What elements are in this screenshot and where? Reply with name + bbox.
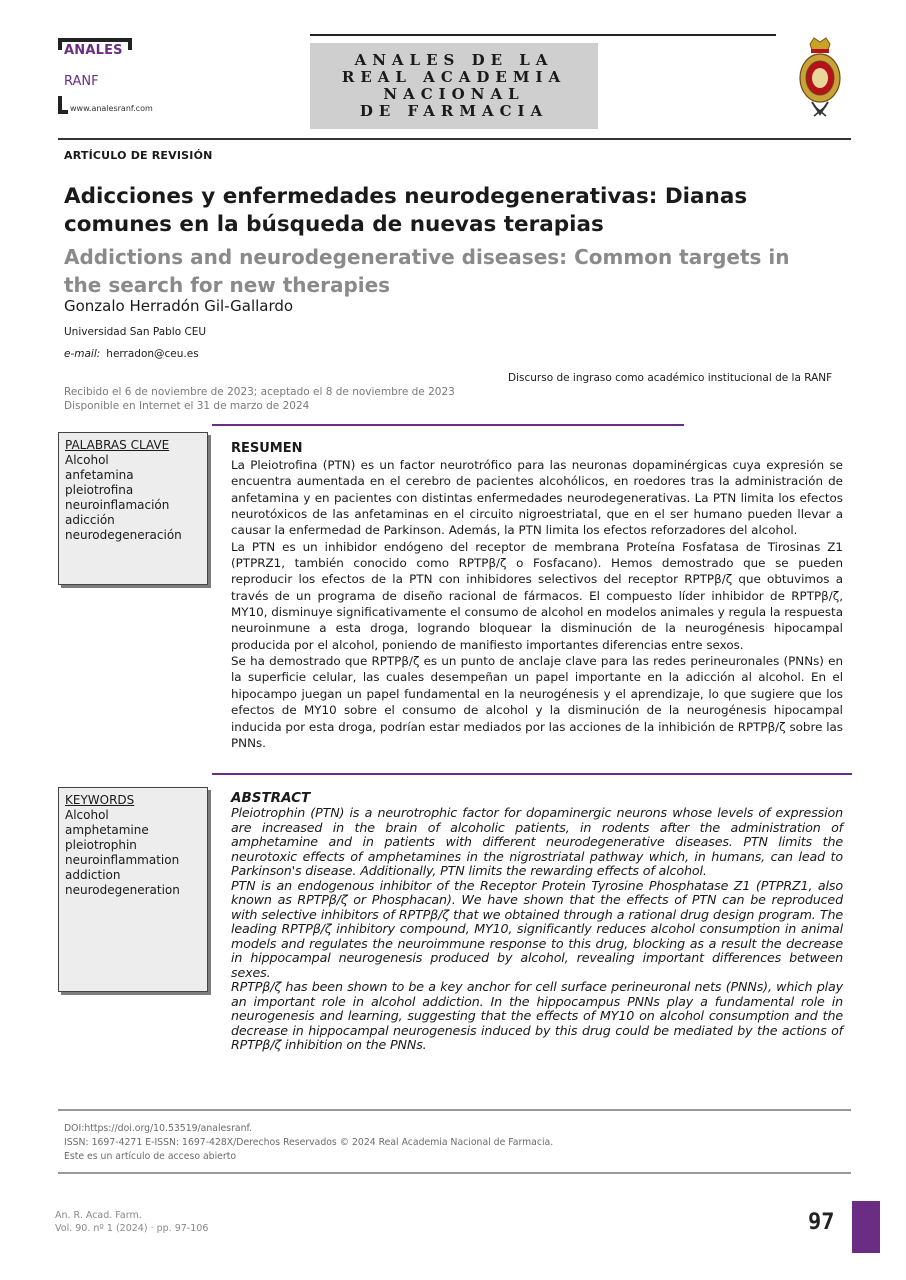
online-date: Disponible en Internet el 31 de marzo de 2024 — [64, 400, 310, 412]
footer-rule — [58, 1109, 851, 1111]
keywords-title: PALABRAS CLAVE — [65, 438, 170, 452]
page-number: 97 — [808, 1210, 835, 1235]
journal-masthead — [310, 43, 598, 129]
received-date: Recibido el 6 de noviembre de 2023; aceptado el 8 de noviembre de 2023 — [64, 386, 455, 398]
doi-link[interactable]: DOI:https://doi.org/10.53519/analesranf. — [64, 1123, 253, 1134]
keyword-item: adicción — [65, 513, 115, 527]
keyword-item: pleiotrofina — [65, 483, 134, 497]
resumen-heading: RESUMEN — [231, 441, 303, 456]
keyword-item: addiction — [65, 868, 121, 882]
footer-info — [64, 1122, 553, 1164]
header-rule-bottom — [58, 138, 851, 140]
journal-abbrev: An. R. Acad. Farm. — [55, 1210, 142, 1221]
resumen-paragraph: La PTN es un inhibidor endógeno del receptor de membrana Proteína Fosfatasa de Tirosinas Z1 (PTPRZ1, también conocido como RPTPβ/ζ o Fosfacano). Hemos demostrado que se pueden reproducir los efectos de la PTN con inhibidores selectivos del receptor RPTPβ/ζ que obtuvimos a través de un programa de diseño racional de fármacos. El compuesto líder inhibidor de RPTPβ/ζ, MY10, disminuye significativamente el consumo de alcohol en modelos animales y regula la respuesta neuroinmune a esta droga, logrando bloquear la disminución de la neurogénesis hipocampal producida por el alcohol, poniendo de manifiesto importantes diferencias entre sexos. — [231, 539, 843, 652]
keyword-item: pleiotrophin — [65, 838, 137, 852]
keyword-item: neurodegeneration — [65, 883, 180, 897]
abstract-heading: ABSTRACT — [231, 790, 311, 806]
masthead-line: ANALES DE LA — [354, 51, 554, 69]
open-access-note: Este es un artículo de acceso abierto — [64, 1151, 237, 1162]
logo-subname: RANF — [64, 74, 99, 89]
keyword-item: neuroinflammation — [65, 853, 180, 867]
keyword-item: neurodegeneración — [65, 528, 182, 542]
keyword-item: amphetamine — [65, 823, 149, 837]
keyword-item: Alcohol — [65, 808, 109, 822]
keywords-box-english — [58, 787, 208, 992]
author-email — [64, 348, 199, 360]
author-affiliation: Universidad San Pablo CEU — [64, 326, 207, 338]
abstract-paragraph: PTN is an endogenous inhibitor of the Receptor Protein Tyrosine Phosphatase Z1 (PTPRZ1, also known as RPTPβ/ζ or Phosphacan). We have shown that the effects of PTN can be reproduced with selective inhibitors of RPTPβ/ζ that we obtained through a rational drug design program. The leading RPTPβ/ζ inhibitory compound, MY10, significantly reduces alcohol consumption in animal models and regulates the neuroimmune response to this drug, blocking as a result the decrease in hippocampal neurogenesis produced by alcohol, revealing important differences between sexes. — [231, 877, 843, 980]
abstract-paragraph: RPTPβ/ζ has been shown to be a key anchor for cell surface perineuronal nets (PNNs), which play an important role in alcohol addiction. In the hippocampus PNNs play a fundamental role in neurogenesis and learning, suggesting that the effects of MY10 on alcohol consumption and the decrease in hippocampal neurogenesis induced by this drug could be mediated by the actions of RPTPβ/ζ inhibition on the PNNs. — [231, 979, 843, 1052]
section-divider — [212, 773, 852, 775]
academy-crest-icon — [796, 34, 844, 120]
resumen-section — [231, 440, 843, 751]
resumen-paragraph: La Pleiotrofina (PTN) es un factor neurotrófico para las neuronas dopaminérgicas cuya expresión se encuentra aumentada en el cerebro de pacientes alcohólicos, en roedores tras la administración de anfetamina y en pacientes con distintas enfermedades neurodegenerativas. La PTN limita los efectos neurotóxicos de las anfetaminas en el circuito nigroestriatal, que en el ser humano pueden llevar a causar la enfermedad de Parkinson. Además, la PTN limita los efectos reforzadores del alcohol. — [231, 458, 843, 538]
email-address[interactable]: herradon@ceu.es — [106, 348, 199, 360]
section-divider — [212, 424, 684, 426]
journal-logo — [58, 34, 178, 120]
masthead-line: DE FARMACIA — [359, 102, 549, 120]
journal-volume: Vol. 90. nº 1 (2024) · pp. 97-106 — [55, 1223, 209, 1234]
abstract-paragraph: Pleiotrophin (PTN) is a neurotrophic factor for dopaminergic neurons whose levels of expression are increased in the brain of alcoholic patients, in rodents after the administration of amphetamine and in patients with different neurodegenerative diseases. PTN limits the neurotoxic effects of amphetamines in the nigrostriatal pathway which, in humans, can lead to Parkinson's disease. Additionally, PTN limits the rewarding effects of alcohol. — [231, 805, 843, 878]
author-name: Gonzalo Herradón Gil-Gallardo — [64, 297, 294, 315]
keyword-item: anfetamina — [65, 468, 134, 482]
keywords-title: KEYWORDS — [65, 793, 135, 807]
speech-note: Discurso de ingraso como académico institucional de la RANF — [508, 372, 833, 384]
masthead-line: REAL ACADEMIA — [341, 68, 567, 86]
resumen-paragraph: Se ha demostrado que RPTPβ/ζ es un punto de anclaje clave para las redes perineuronales (PNNs) en la superficie celular, las cuales desempeñan un papel importante en la adicción al alcohol. En el hipocampo juegan un papel fundamental en la neurogénesis y el aprendizaje, lo que sugiere que los efectos de MY10 sobre el consumo de alcohol y la disminución de la neurogénesis hipocampal inducida por esta droga, podrían estar mediados por las acciones de la inhibición de RPTPβ/ζ sobre las PNNs. — [231, 654, 843, 750]
keyword-item: Alcohol — [65, 453, 109, 467]
article-type-label: ARTÍCULO DE REVISIÓN — [64, 149, 213, 162]
logo-url: www.analesranf.com — [70, 104, 153, 113]
journal-citation — [55, 1209, 208, 1235]
masthead-line: NACIONAL — [383, 85, 525, 103]
article-title-english: Addictions and neurodegenerative diseases: Common targets in the search for new therapies — [64, 245, 790, 297]
email-label: e-mail: — [64, 348, 101, 360]
logo-name: ANALES — [64, 43, 123, 58]
header-rule-top — [310, 34, 776, 36]
article-dates — [64, 385, 455, 413]
issn-line: ISSN: 1697-4271 E-ISSN: 1697-428X/Derechos Reservados © 2024 Real Academia Nacional de Farmacia. — [64, 1137, 554, 1148]
article-title-spanish: Adicciones y enfermedades neurodegenerativas: Dianas comunes en la búsqueda de nuevas terapias — [64, 184, 748, 237]
page-tab-marker — [852, 1201, 880, 1253]
abstract-section — [231, 790, 843, 1053]
keyword-item: neuroinflamación — [65, 498, 170, 512]
keywords-box-spanish — [58, 432, 208, 585]
footer-rule — [58, 1172, 851, 1174]
